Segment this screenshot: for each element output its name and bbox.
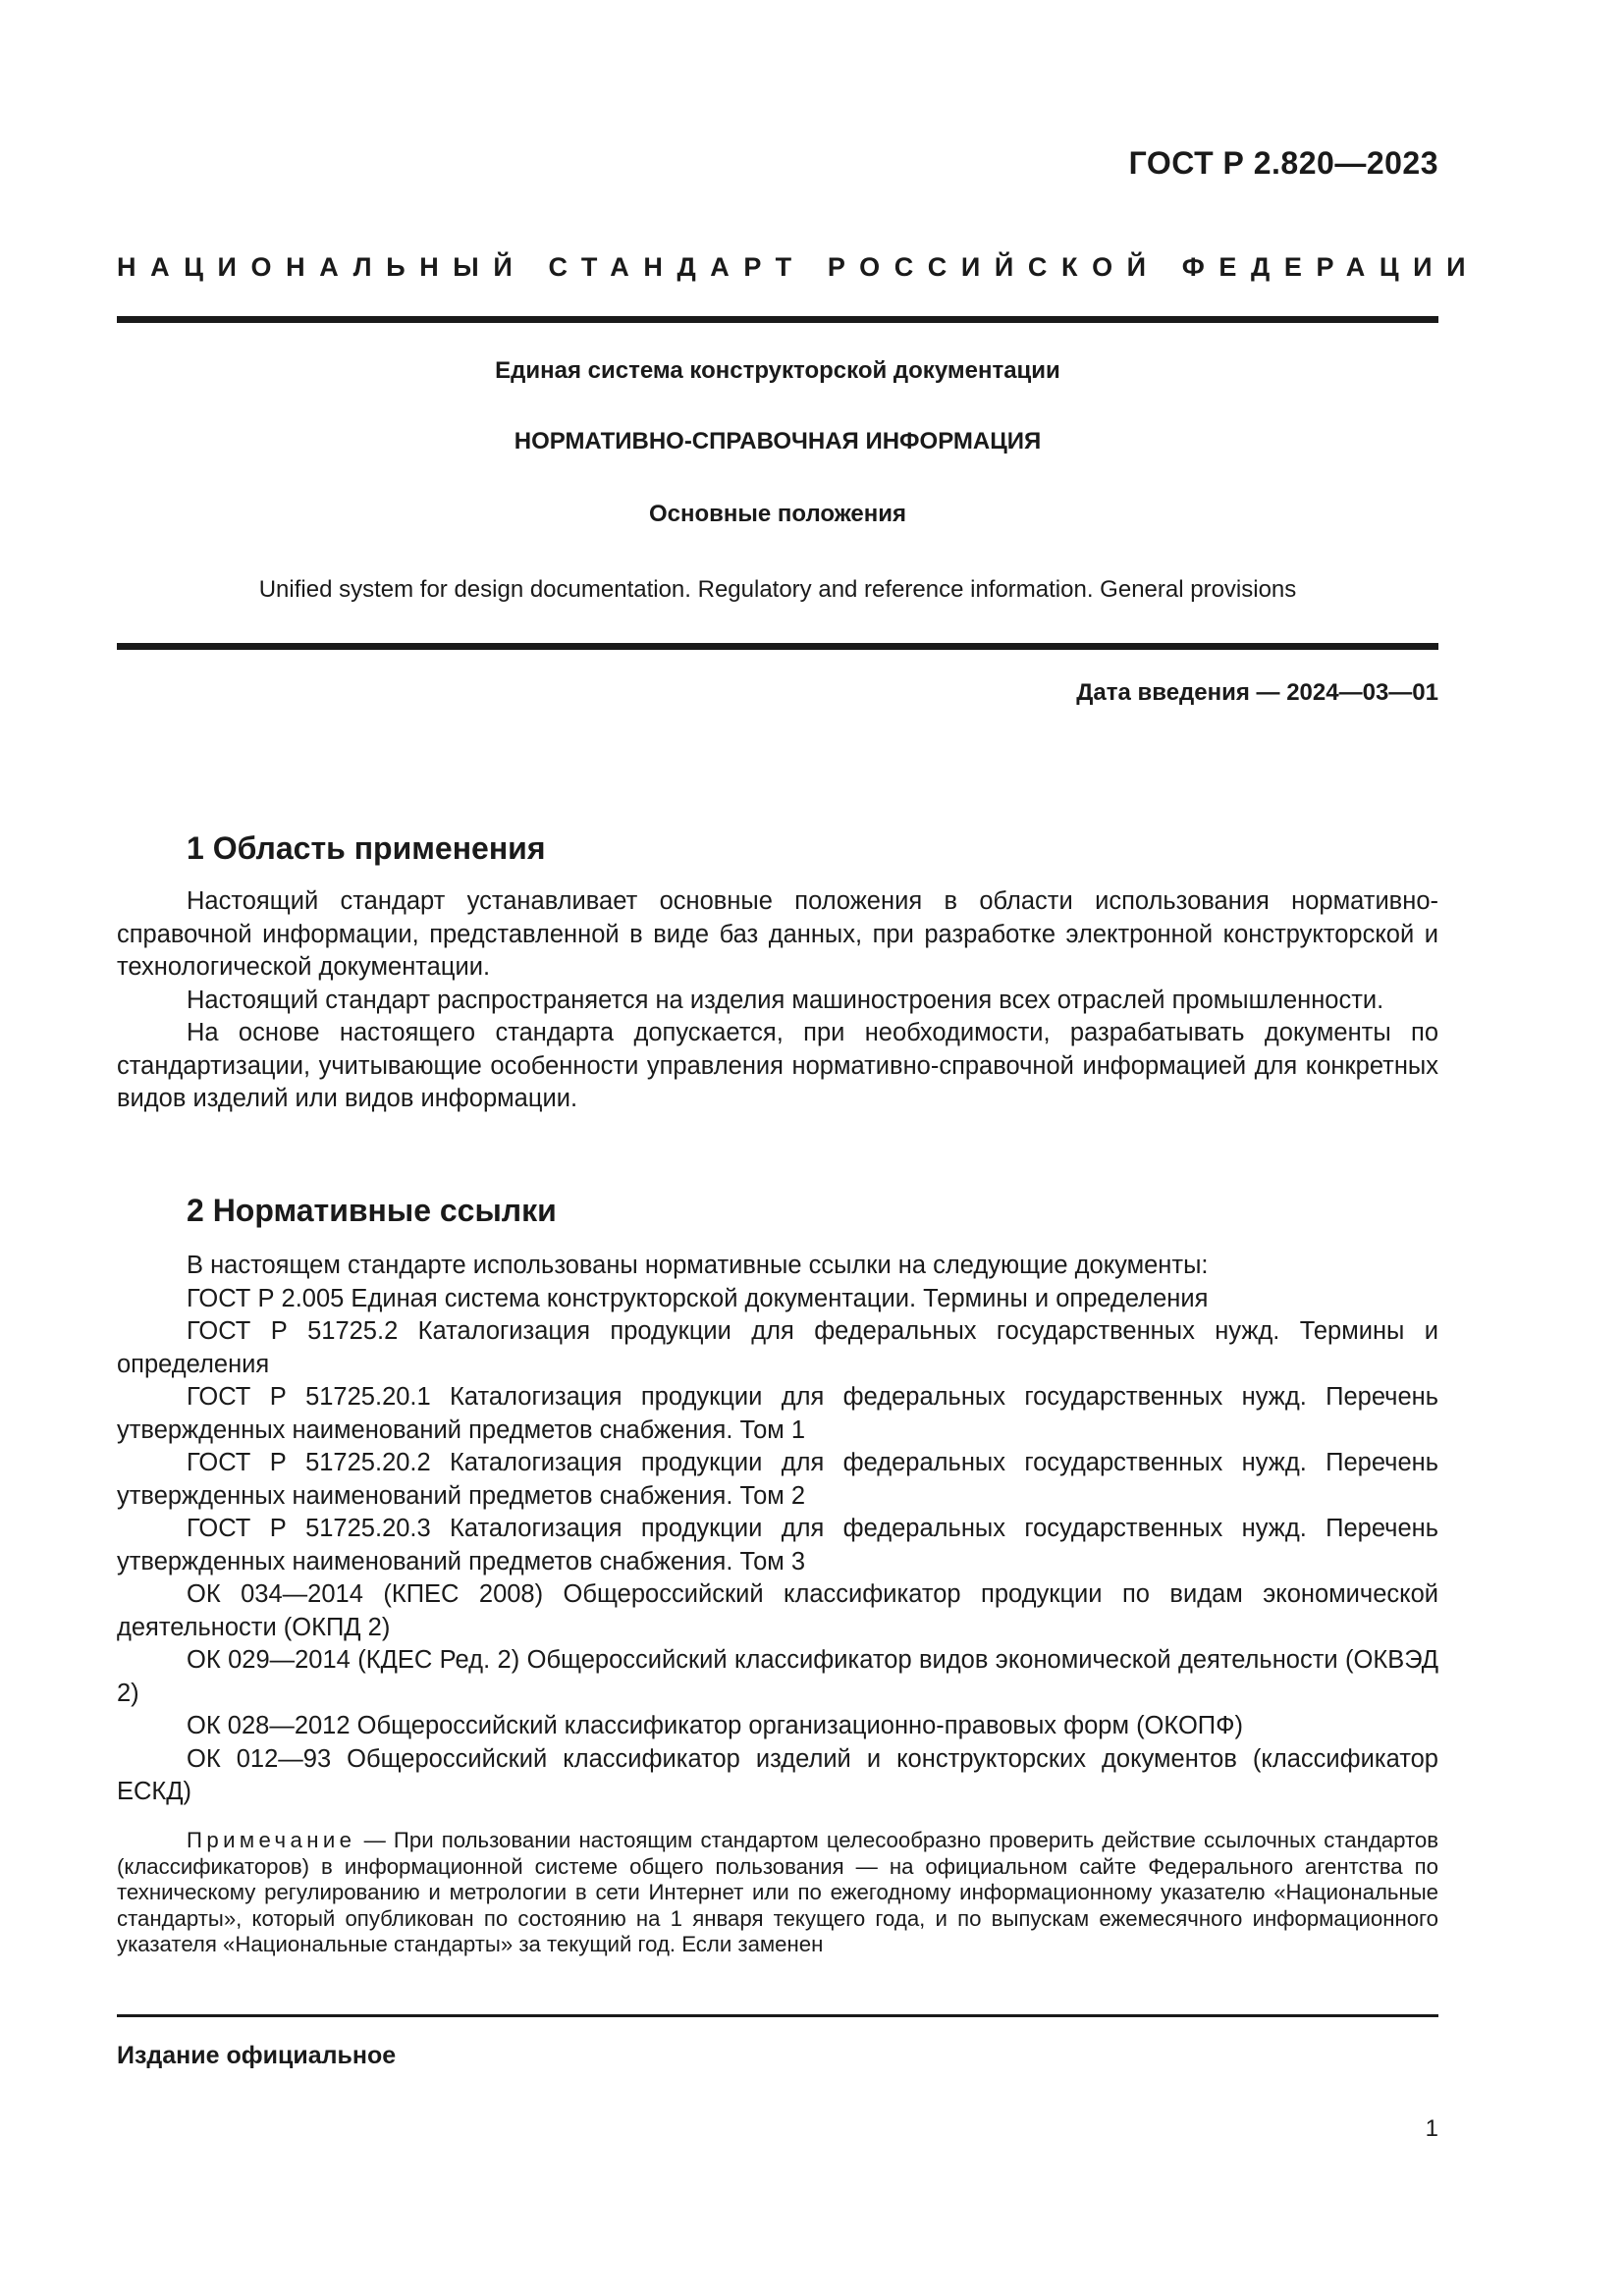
note	[117, 1828, 1438, 1958]
english-title: Unified system for design documentation. Regulatory and reference information. General provisions	[258, 576, 1297, 603]
page-number: 1	[1425, 2115, 1438, 2142]
document-number: ГОСТ Р 2.820—2023	[1128, 145, 1438, 181]
reference-item: ОК 029—2014 (КДЕС Ред. 2) Общероссийский классификатор видов экономической деятельности (ОКВЭД 2)	[117, 1646, 1438, 1707]
note-text: — При пользовании настоящим стандартом целесообразно проверить действие ссылочных стандартов (классификаторов) в информационной системе общего пользования — на официальном сайте Федерального агентства по техническому регулированию и метрологии в сети Интернет или по ежегодному информационному указателю «Национальные стандарты», который опубликован по состоянию на 1 января текущего года, и по выпускам ежемесячного информационного указателя «Национальные стандарты» за текущий год. Если заменен	[117, 1828, 1438, 1957]
reference-item: ОК 012—93 Общероссийский классификатор изделий и конструкторских документов (классификатор ЕСКД)	[117, 1744, 1438, 1805]
introduction-date: Дата введения — 2024—03—01	[1076, 679, 1438, 706]
section-2-heading: 2 Нормативные ссылки	[187, 1193, 557, 1228]
system-name: Единая система конструкторской документации	[495, 357, 1060, 384]
edition-label: Издание официальное	[117, 2042, 397, 2069]
top-divider	[117, 316, 1438, 323]
paragraph: Настоящий стандарт распространяется на изделия машиностроения всех отраслей промышленности.	[187, 986, 1384, 1014]
note-label: Примечание	[187, 1828, 356, 1852]
paragraph: На основе настоящего стандарта допускается, при необходимости, разрабатывать документы по стандартизации, учитывающие особенности управления нормативно-справочной информацией для конкретных видов изделий или видов информации.	[117, 1019, 1438, 1112]
footer-divider	[117, 2014, 1438, 2017]
title-divider	[117, 643, 1438, 650]
standard-name: НОРМАТИВНО-СПРАВОЧНАЯ ИНФОРМАЦИЯ	[514, 428, 1042, 454]
reference-item: ОК 028—2012 Общероссийский классификатор организационно-правовых форм (ОКОПФ)	[187, 1712, 1244, 1739]
section-1-body	[117, 885, 1438, 1116]
reference-item: ГОСТ Р 51725.20.2 Каталогизация продукции для федеральных государственных нужд. Перечень утвержденных наименований предметов снабжения. Том 2	[117, 1449, 1438, 1510]
national-standard-title: НАЦИОНАЛЬНЫЙ СТАНДАРТ РОССИЙСКОЙ ФЕДЕРАЦИИ	[117, 252, 1481, 282]
paragraph: Настоящий стандарт устанавливает основные положения в области использования нормативно-справочной информации, представленной в виде баз данных, при разработке электронной конструкторской и технологической документации.	[117, 887, 1438, 981]
section-1-heading: 1 Область применения	[187, 830, 546, 866]
reference-item: ГОСТ Р 2.005 Единая система конструкторской документации. Термины и определения	[187, 1284, 1209, 1312]
reference-item: ГОСТ Р 51725.2 Каталогизация продукции для федеральных государственных нужд. Термины и определения	[117, 1317, 1438, 1378]
standard-subtitle: Основные положения	[648, 501, 907, 527]
reference-item: ГОСТ Р 51725.20.1 Каталогизация продукции для федеральных государственных нужд. Перечень утвержденных наименований предметов снабжения. Том 1	[117, 1383, 1438, 1444]
paragraph: В настоящем стандарте использованы нормативные ссылки на следующие документы:	[187, 1252, 1209, 1279]
reference-item: ГОСТ Р 51725.20.3 Каталогизация продукции для федеральных государственных нужд. Перечень утвержденных наименований предметов снабжения. Том 3	[117, 1515, 1438, 1575]
reference-item: ОК 034—2014 (КПЕС 2008) Общероссийский классификатор продукции по видам экономической деятельности (ОКПД 2)	[117, 1580, 1438, 1641]
document-page	[117, 0, 1481, 2296]
section-2-body	[117, 1250, 1438, 1809]
